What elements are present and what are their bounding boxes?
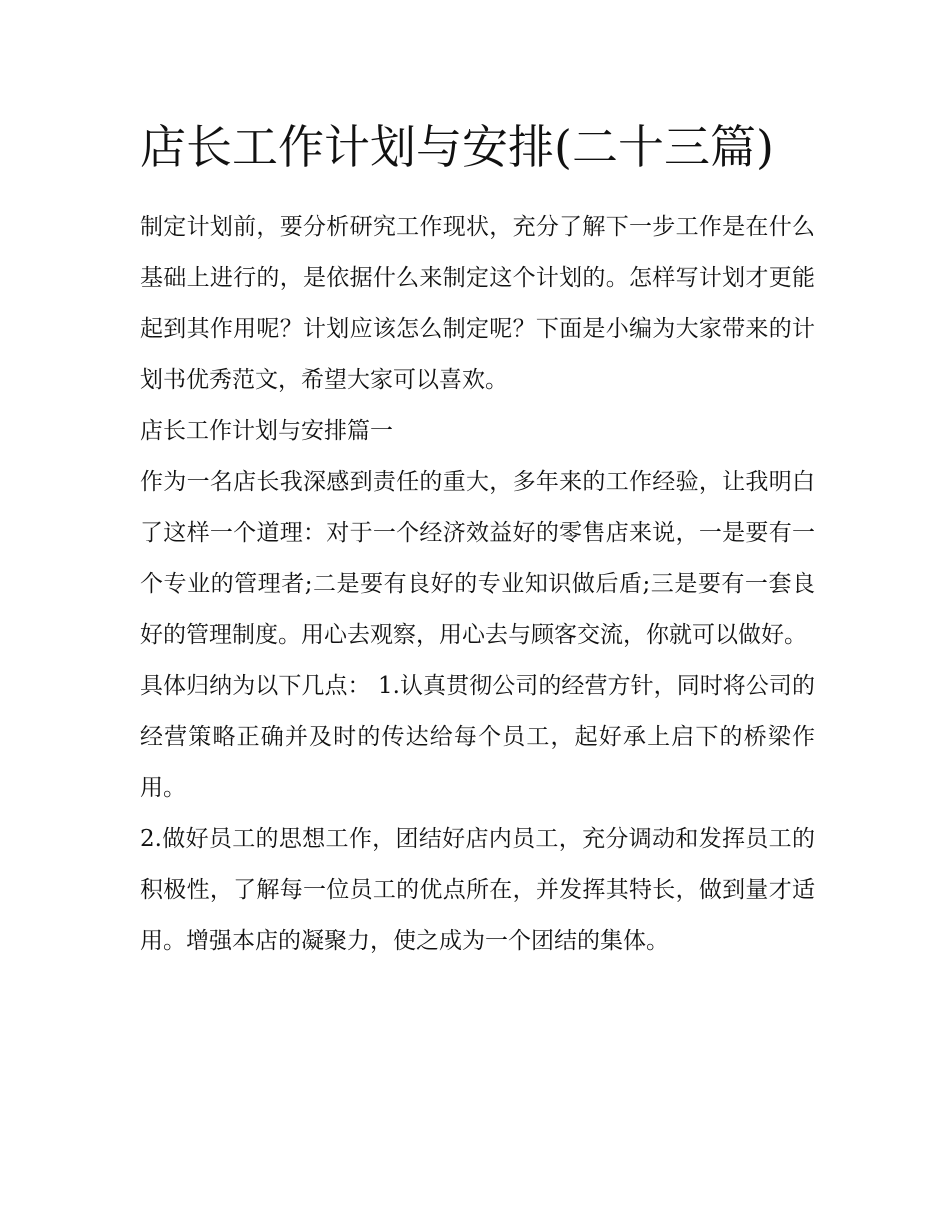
document-title: 店长工作计划与安排(二十三篇): [140, 120, 774, 174]
section-title: 店长工作计划与安排篇一: [140, 418, 393, 444]
body-paragraph-1: 作为一名店长我深感到责任的重大，多年来的工作经验，让我明白了这样一个道理：对于一个经济效益好的零售店来说，一是要有一个专业的管理者;二是要有良好的专业知识做后盾;三是要有一套良好的管理制度。用心去观察，用心去与顾客交流，你就可以做好。: [140, 469, 815, 648]
body-paragraph-3: 2.做好员工的思想工作，团结好店内员工，充分调动和发挥员工的积极性，了解每一位员工的优点所在，并发挥其特长，做到量才适用。增强本店的凝聚力，使之成为一个团结的集体。: [140, 826, 815, 954]
document-body: [140, 112, 815, 967]
body-paragraph-2: 具体归纳为以下几点： 1.认真贯彻公司的经营方针，同时将公司的经营策略正确并及时的传达给每个员工，起好承上启下的桥梁作用。: [140, 673, 815, 801]
intro-paragraph: 制定计划前，要分析研究工作现状，充分了解下一步工作是在什么基础上进行的，是依据什么来制定这个计划的。怎样写计划才更能起到其作用呢？计划应该怎么制定呢？下面是小编为大家带来的计划书优秀范文，希望大家可以喜欢。: [140, 214, 815, 393]
